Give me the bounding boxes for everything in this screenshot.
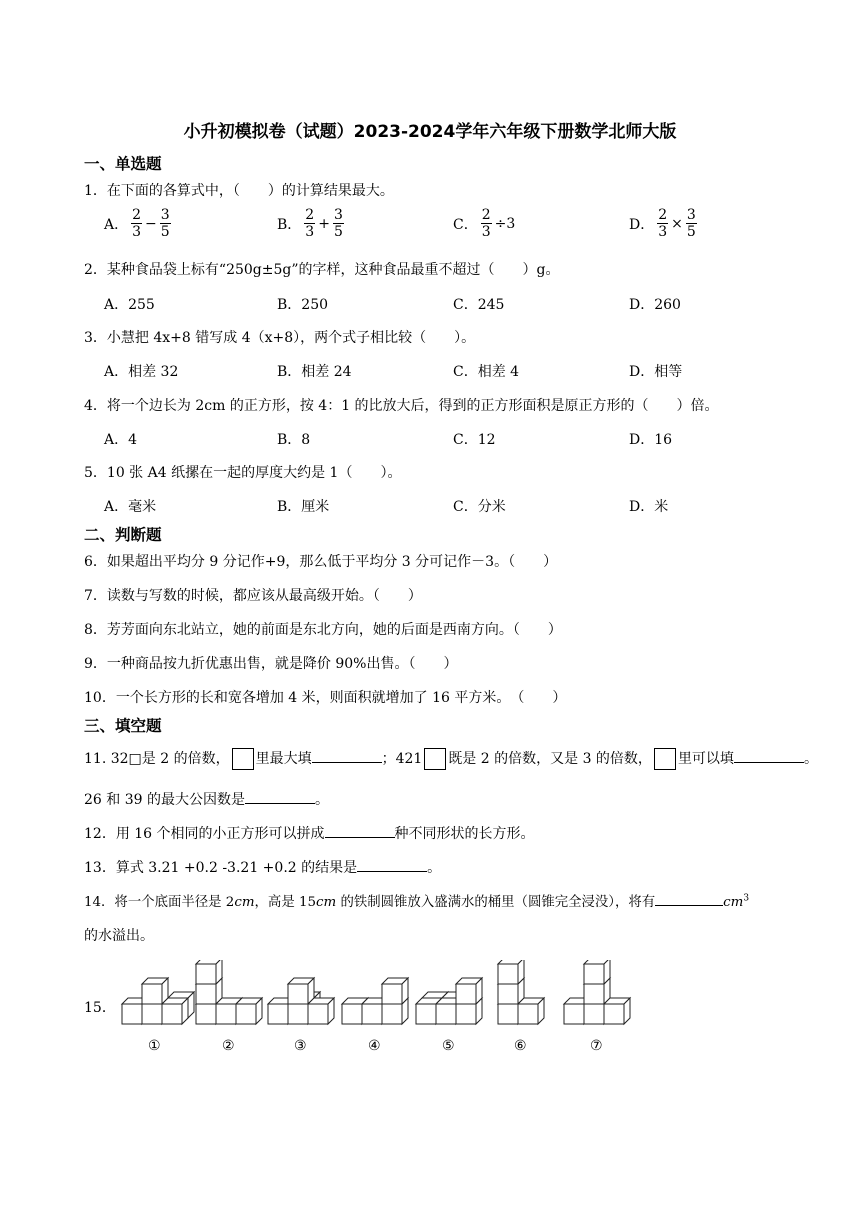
answer-blank[interactable] xyxy=(655,891,723,906)
cube-front xyxy=(308,1004,328,1024)
cube-front xyxy=(382,1004,402,1024)
cube-front xyxy=(142,1004,162,1024)
figure-number-label: ⑦ xyxy=(590,1038,603,1054)
option-label: A． xyxy=(104,216,129,233)
cube-front xyxy=(584,1004,604,1024)
question-9: 9．一种商品按九折优惠出售，就是降价 90%出售。（ ） xyxy=(84,656,458,672)
q1-option-b xyxy=(277,207,344,240)
answer-box xyxy=(424,748,446,770)
question-13: 13．算式 3.21 +0.2 -3.21 +0.2 的结果是 。 xyxy=(84,857,441,877)
answer-blank[interactable] xyxy=(325,823,395,838)
fraction: $\frac{3}{5}$ xyxy=(686,207,696,240)
question-14-line-1: 14．将一个底面半径是 2cm，高是 15cm 的铁制圆锥放入盛满水的桶里（圆锥完全浸没），将有 $cm^3$ xyxy=(84,891,749,910)
q1-option-c xyxy=(453,207,515,240)
q4-option-d: D．16 xyxy=(629,432,673,448)
cube-front xyxy=(288,984,308,1004)
q2-option-d: D．260 xyxy=(629,297,681,313)
cube-front xyxy=(288,1004,308,1024)
cube-front xyxy=(604,1004,624,1024)
section-heading-single-choice: 一、单选题 xyxy=(84,155,162,173)
cube-front xyxy=(216,1004,236,1024)
question-7: 7．读数与写数的时候，都应该从最高级开始。（ ） xyxy=(84,588,422,604)
figure-number-label: ② xyxy=(222,1038,235,1054)
answer-box xyxy=(654,748,676,770)
cube-front xyxy=(236,1004,256,1024)
cube-front xyxy=(196,1004,216,1024)
cube-front xyxy=(584,964,604,984)
q4-option-b: B．8 xyxy=(277,432,311,448)
cube-front xyxy=(456,1004,476,1024)
cube-front xyxy=(498,984,518,1004)
answer-blank[interactable] xyxy=(245,789,315,804)
q4-option-c: C．12 xyxy=(453,432,496,448)
fraction: $\frac{2}{3}$ xyxy=(305,207,315,240)
question-2-stem: 2．某种食品袋上标有“250g±5g”的字样，这种食品最重不超过（ ）g。 xyxy=(84,262,560,278)
question-3-stem: 3．小慧把 4x+8 错写成 4（x+8），两个式子相比较（ ）。 xyxy=(84,330,476,346)
operator: ÷3 xyxy=(494,215,516,232)
cube-front xyxy=(382,984,402,1004)
question-14-line-2: 的水溢出。 xyxy=(84,928,154,944)
question-1-stem: 1．在下面的各算式中，（ ）的计算结果最大。 xyxy=(84,183,394,199)
q3-option-c: C．相差 4 xyxy=(453,364,520,380)
figure-number-label: ④ xyxy=(368,1038,381,1054)
page-title: 小升初模拟卷（试题）2023-2024学年六年级下册数学北师大版 xyxy=(183,122,677,142)
cube-front xyxy=(268,1004,288,1024)
q3-option-b: B．相差 24 xyxy=(277,364,352,380)
q5-option-b: B．厘米 xyxy=(277,499,330,515)
cube-front xyxy=(584,984,604,1004)
question-11-line-1: 11. 32□是 2 的倍数， 里最大填 ；421 既是 2 的倍数，又是 3 的倍数， 里可以填 。 xyxy=(84,748,818,770)
q2-option-a: A．255 xyxy=(104,297,155,313)
q2-option-c: C．245 xyxy=(453,297,505,313)
q5-option-c: C．分米 xyxy=(453,499,506,515)
fraction: $\frac{2}{3}$ xyxy=(481,207,491,240)
question-12: 12．用 16 个相同的小正方形可以拼成 种不同形状的长方形。 xyxy=(84,823,535,843)
cube-figures xyxy=(84,960,644,1055)
cube-front xyxy=(122,1004,142,1024)
question-11-line-2: 26 和 39 的最大公因数是 。 xyxy=(84,789,329,809)
q1-option-a xyxy=(104,207,171,240)
cube-front xyxy=(564,1004,584,1024)
question-6: 6．如果超出平均分 9 分记作+9，那么低于平均分 3 分可记作－3。（ ） xyxy=(84,554,558,570)
answer-box xyxy=(232,748,254,770)
q5-option-d: D．米 xyxy=(629,499,669,515)
operator: × xyxy=(671,215,683,232)
question-4-stem: 4．将一个边长为 2cm 的正方形，按 4：1 的比放大后，得到的正方形面积是原正方形的（ ）倍。 xyxy=(84,398,719,414)
cube-front xyxy=(362,1004,382,1024)
answer-blank[interactable] xyxy=(312,748,382,763)
fraction: $\frac{2}{3}$ xyxy=(658,207,668,240)
option-label: C． xyxy=(453,216,478,233)
figure-number-label: ① xyxy=(148,1038,161,1054)
q3-option-d: D．相等 xyxy=(629,364,683,380)
cube-front xyxy=(196,984,216,1004)
answer-blank[interactable] xyxy=(357,857,427,872)
answer-blank[interactable] xyxy=(734,748,804,763)
cube-front xyxy=(196,964,216,984)
figure-number-label: ⑥ xyxy=(514,1038,527,1054)
figure-number-label: ⑤ xyxy=(442,1038,455,1054)
figure-number-label: ③ xyxy=(294,1038,307,1054)
question-5-stem: 5．10 张 A4 纸摞在一起的厚度大约是 1（ ）。 xyxy=(84,465,402,481)
cube-front xyxy=(498,1004,518,1024)
cube-front xyxy=(342,1004,362,1024)
q3-option-a: A．相差 32 xyxy=(104,364,179,380)
cube-front xyxy=(498,964,518,984)
operator: + xyxy=(318,215,330,232)
section-heading-fill-blank: 三、填空题 xyxy=(84,717,162,735)
cube-front xyxy=(416,1004,436,1024)
fraction: $\frac{2}{3}$ xyxy=(132,207,142,240)
cube-front xyxy=(436,1004,456,1024)
cube-front xyxy=(142,984,162,1004)
option-label: B． xyxy=(277,216,302,233)
q2-option-b: B．250 xyxy=(277,297,329,313)
fraction: $\frac{3}{5}$ xyxy=(160,207,170,240)
fraction: $\frac{3}{5}$ xyxy=(333,207,343,240)
q1-option-d xyxy=(629,207,697,240)
cube-front xyxy=(456,984,476,1004)
question-8: 8．芳芳面向东北站立，她的前面是东北方向，她的后面是西南方向。（ ） xyxy=(84,622,562,638)
question-10: 10．一个长方形的长和宽各增加 4 米，则面积就增加了 16 平方米。 （ ） xyxy=(84,690,567,706)
question-15-label: 15． xyxy=(84,1000,116,1016)
cube-front xyxy=(518,1004,538,1024)
q4-option-a: A．4 xyxy=(104,432,138,448)
option-label: D． xyxy=(629,216,655,233)
operator: − xyxy=(145,215,157,232)
cube-front xyxy=(162,1004,182,1024)
section-heading-true-false: 二、判断题 xyxy=(84,526,162,544)
q5-option-a: A．毫米 xyxy=(104,499,157,515)
